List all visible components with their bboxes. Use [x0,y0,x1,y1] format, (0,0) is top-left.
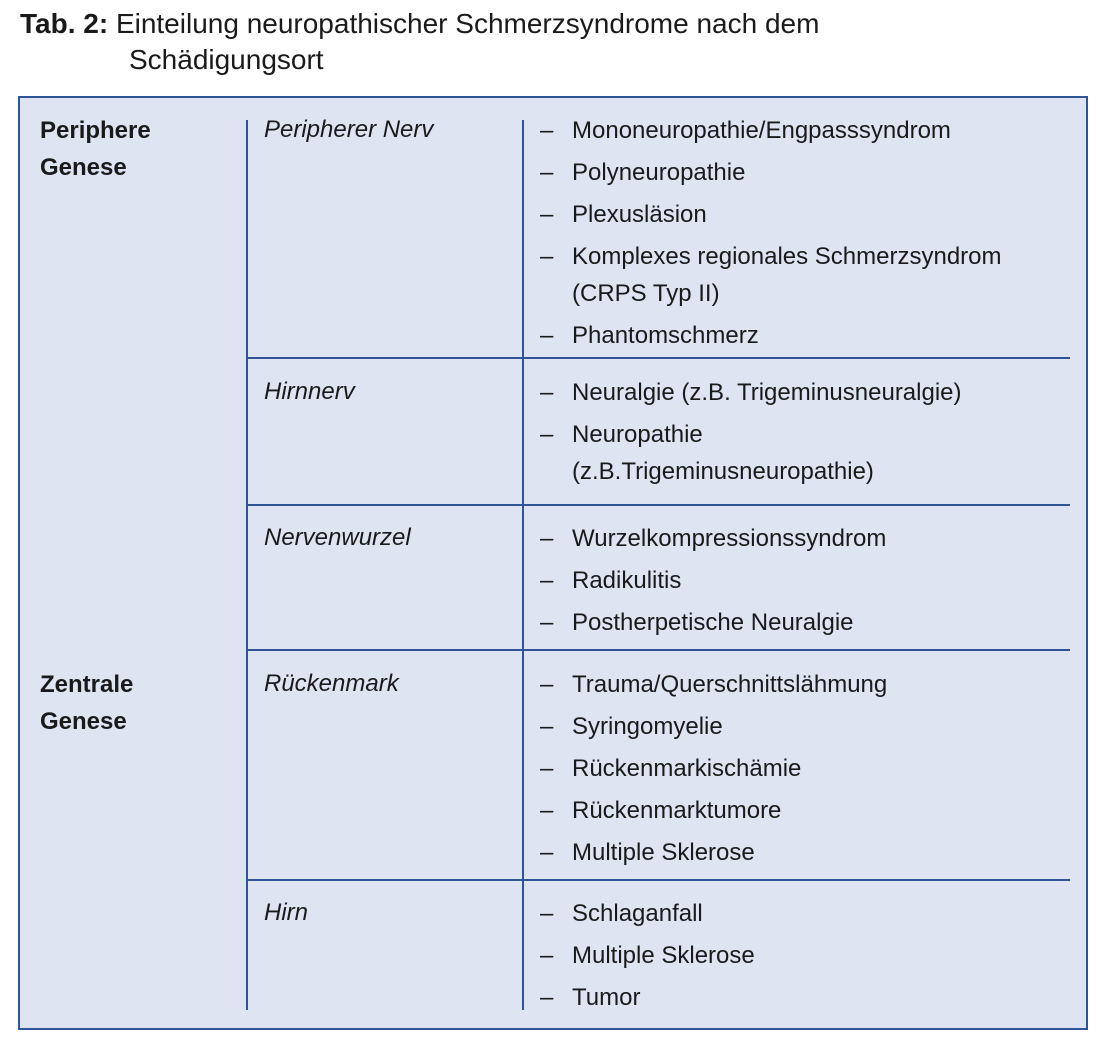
site-peripheral-nerve: Peripherer Nerv [264,116,434,143]
list-item [540,520,1080,557]
dash-bullet: – [540,117,554,144]
caption-label: Tab. 2: [20,8,109,39]
item-text: Plexusläsion [572,201,707,228]
dash-bullet: – [540,243,554,270]
dash-bullet: – [540,713,554,740]
list-item [540,979,1080,1016]
dash-bullet: – [540,567,554,594]
list-item [540,937,1080,974]
dash-bullet: – [540,900,554,927]
item-text: Postherpetische Neuralgie [572,609,854,636]
list-item [540,238,1080,312]
list-item [540,374,1080,411]
item-text: Rückenmarktumore [572,797,782,824]
origin-central-line2: Genese [40,708,127,735]
item-text: Tumor [572,984,641,1011]
item-text: Mononeuropathie/Engpasssyndrom [572,117,951,144]
list-item [540,416,952,490]
items-cranial-nerve [540,374,1080,495]
item-text: Multiple Sklerose [572,942,755,969]
item-text: Neuralgie (z.B. Trigeminusneuralgie) [572,379,962,406]
dash-bullet: – [540,201,554,228]
site-spinal-cord: Rückenmark [264,670,399,697]
item-text: Wurzelkompressionssyndrom [572,525,887,552]
items-brain [540,895,1080,1021]
item-text: Neuropathie (z.B.Trigeminusneuropathie) [572,421,874,485]
dash-bullet: – [540,942,554,969]
list-item [540,604,1080,641]
item-text: Polyneuropathie [572,159,746,186]
caption-title-line1: Einteilung neuropathischer Schmerzsyndrome nach dem [115,8,820,39]
list-item [540,792,1080,829]
item-text: Syringomyelie [572,713,723,740]
dash-bullet: – [540,755,554,782]
list-item [540,750,1080,787]
dash-bullet: – [540,379,554,406]
origin-peripheral [40,112,240,186]
row-divider-2 [246,504,1070,506]
dash-bullet: – [540,159,554,186]
caption-title-line2: Schädigungsort [129,44,324,75]
site-cranial-nerve: Hirnnerv [264,378,355,405]
item-text: Rückenmarkischämie [572,755,802,782]
dash-bullet: – [540,671,554,698]
row-divider-4 [246,879,1070,881]
row-divider-3 [246,649,1070,651]
dash-bullet: – [540,525,554,552]
column-divider-2 [522,120,524,1010]
site-nerve-root: Nervenwurzel [264,524,411,551]
items-peripheral-nerve [540,112,1080,359]
list-item [540,317,1080,354]
list-item [540,834,1080,871]
dash-bullet: – [540,421,554,448]
origin-peripheral-line2: Genese [40,154,127,181]
classification-table [18,96,1088,1030]
list-item [540,708,1080,745]
dash-bullet: – [540,797,554,824]
item-text: Phantomschmerz [572,322,759,349]
column-divider-1 [246,120,248,1010]
dash-bullet: – [540,984,554,1011]
dash-bullet: – [540,609,554,636]
site-brain: Hirn [264,899,309,926]
items-spinal-cord [540,666,1080,876]
origin-central [40,666,240,740]
item-text: Radikulitis [572,567,682,594]
item-text: Komplexes regionales Schmerzsyndrom (CRPS Typ II) [572,243,1002,307]
origin-central-line1: Zentrale [40,671,134,698]
list-item [540,112,1080,149]
list-item [540,895,1080,932]
list-item [540,666,1080,703]
table-caption [20,6,1080,78]
dash-bullet: – [540,322,554,349]
list-item [540,154,1080,191]
dash-bullet: – [540,839,554,866]
item-text: Multiple Sklerose [572,839,755,866]
list-item [540,562,1080,599]
list-item [540,196,1080,233]
origin-peripheral-line1: Periphere [40,117,151,144]
items-nerve-root [540,520,1080,646]
item-text: Schlaganfall [572,900,703,927]
item-text: Trauma/Querschnittslähmung [572,671,888,698]
